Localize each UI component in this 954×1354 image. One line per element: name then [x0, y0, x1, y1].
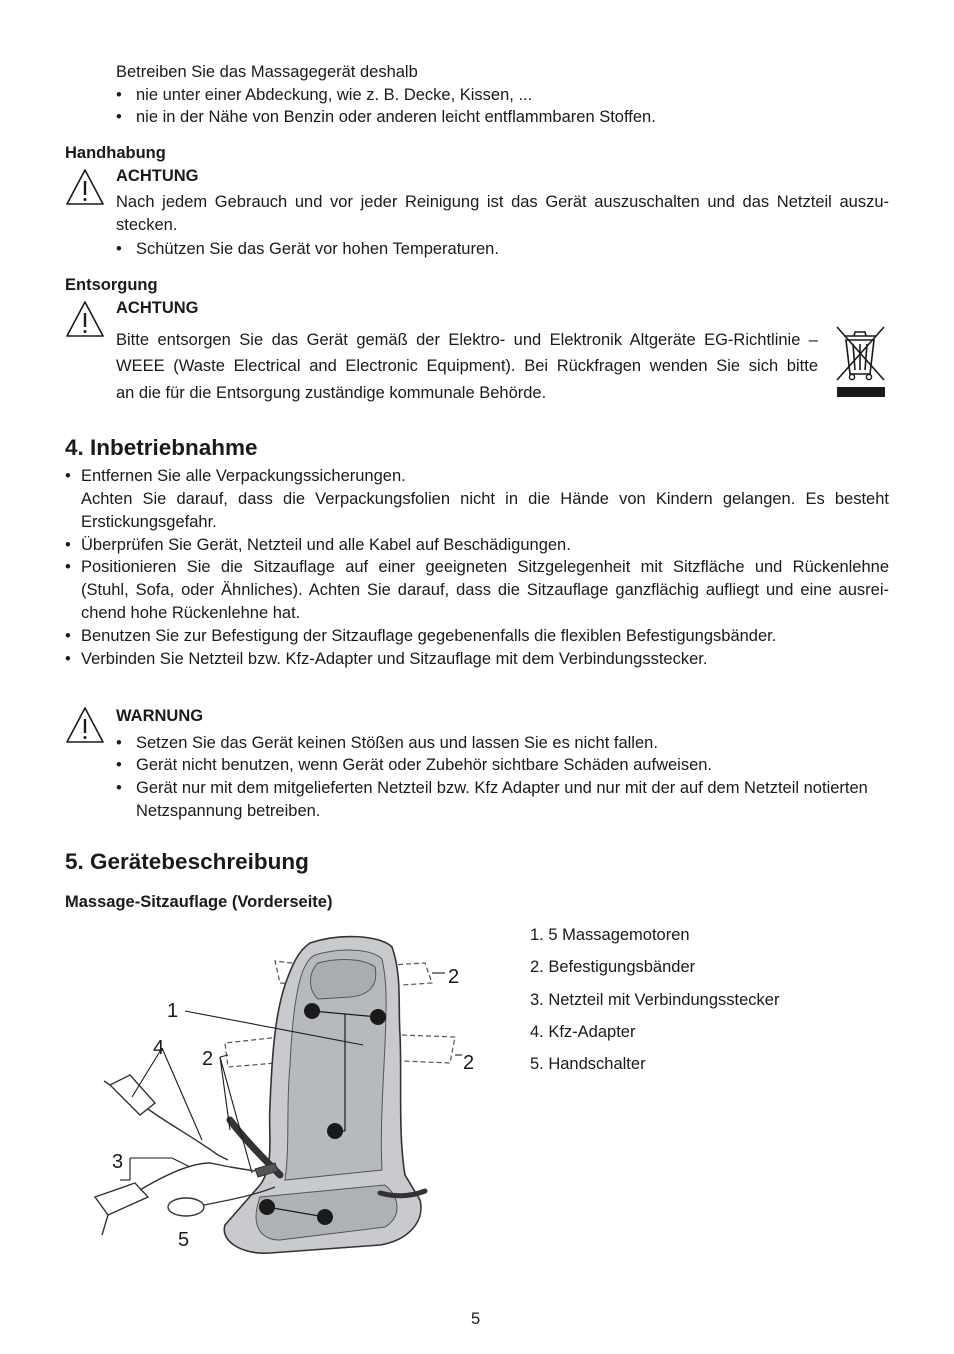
handhabung-heading: Handhabung: [65, 144, 166, 162]
list-item: (Stuhl, Sofa, oder Ähnliches). Achten Sie darauf, dass die Sitzauflage ganzflächig aufliegt und eine ausrei-: [81, 581, 889, 599]
list-item: • Benutzen Sie zur Befestigung der Sitzauflage gegebenenfalls die flexiblen Befestigungsbänder.: [81, 625, 776, 648]
list-item: Erstickungsgefahr.: [81, 513, 217, 531]
list-item: • Verbinden Sie Netzteil bzw. Kfz-Adapter und Sitzauflage mit dem Verbindungsstecker.: [81, 648, 707, 671]
warnung-bullet: • Setzen Sie das Gerät keinen Stößen aus und lassen Sie es nicht fallen.: [136, 732, 658, 755]
handhabung-caution: ACHTUNG: [116, 167, 199, 185]
warnung-bullet: • Gerät nicht benutzen, wenn Gerät oder Zubehör sichtbare Schäden aufweisen.: [136, 754, 712, 777]
warnung-heading: WARNUNG: [116, 707, 204, 725]
warning-triangle-icon: [65, 706, 105, 744]
section-5-subtitle: Massage-Sitzauflage (Vorderseite): [65, 893, 333, 911]
entsorgung-heading: Entsorgung: [65, 276, 158, 294]
callout-4: 4: [153, 1037, 165, 1059]
warnung-bullet: • Gerät nur mit dem mitgelieferten Netzteil bzw. Kfz Adapter und nur mit der auf dem Netzteil notierten: [136, 777, 868, 800]
part-list-item: 2. Befestigungsbänder: [530, 958, 696, 976]
intro-lead: Betreiben Sie das Massagegerät deshalb: [116, 63, 418, 81]
callout-3: 3: [112, 1151, 124, 1173]
callout-2: 2: [448, 966, 460, 988]
part-list-item: 5. Handschalter: [530, 1055, 646, 1073]
part-list-item: 3. Netzteil mit Verbindungsstecker: [530, 991, 780, 1009]
entsorgung-text: WEEE (Waste Electrical and Electronic Equipment). Bei Rückfragen wenden Sie sich bitte: [116, 357, 818, 375]
warnung-bullet: Netzspannung betreiben.: [136, 802, 321, 820]
weee-bin-icon: [834, 324, 886, 398]
list-item: • Überprüfen Sie Gerät, Netzteil und alle Kabel auf Beschädigungen.: [81, 534, 571, 557]
warning-triangle-icon: [65, 168, 105, 206]
handhabung-text: stecken.: [116, 216, 178, 234]
page-number: 5: [471, 1310, 481, 1328]
intro-bullet: • nie in der Nähe von Benzin oder anderen leicht entflammbaren Stoffen.: [136, 106, 656, 129]
part-list-item: 1. 5 Massagemotoren: [530, 926, 690, 944]
list-item: Achten Sie darauf, dass die Verpackungsfolien nicht in die Hände von Kindern gelangen. Es besteht: [81, 490, 889, 508]
callout-1: 1: [167, 1000, 179, 1022]
section-4-title: 4. Inbetriebnahme: [65, 435, 258, 460]
handhabung-bullet: • Schützen Sie das Gerät vor hohen Temperaturen.: [136, 238, 499, 261]
seat-cover-illustration: [80, 935, 480, 1265]
list-item: • Entfernen Sie alle Verpackungssicherungen.: [81, 465, 406, 488]
intro-bullet: • nie unter einer Abdeckung, wie z. B. Decke, Kissen, ...: [136, 84, 532, 107]
list-item: • Positionieren Sie die Sitzauflage auf einer geeigneten Sitzgelegenheit mit Sitzfläche und Rückenlehne: [81, 556, 889, 579]
list-item: chend hohe Rückenlehne hat.: [81, 604, 301, 622]
callout-2: 2: [202, 1048, 214, 1070]
section-5-title: 5. Gerätebeschreibung: [65, 849, 309, 874]
part-list-item: 4. Kfz-Adapter: [530, 1023, 636, 1041]
callout-2: 2: [463, 1052, 475, 1074]
handhabung-text: Nach jedem Gebrauch und vor jeder Reinigung ist das Gerät auszuschalten und das Netzteil auszu-: [116, 193, 889, 211]
callout-5: 5: [178, 1229, 190, 1251]
warning-triangle-icon: [65, 300, 105, 338]
entsorgung-text: Bitte entsorgen Sie das Gerät gemäß der Elektro- und Elektronik Altgeräte EG-Richtlinie –: [116, 331, 818, 349]
entsorgung-caution: ACHTUNG: [116, 299, 199, 317]
entsorgung-text: an die für die Entsorgung zuständige kommunale Behörde.: [116, 384, 547, 402]
